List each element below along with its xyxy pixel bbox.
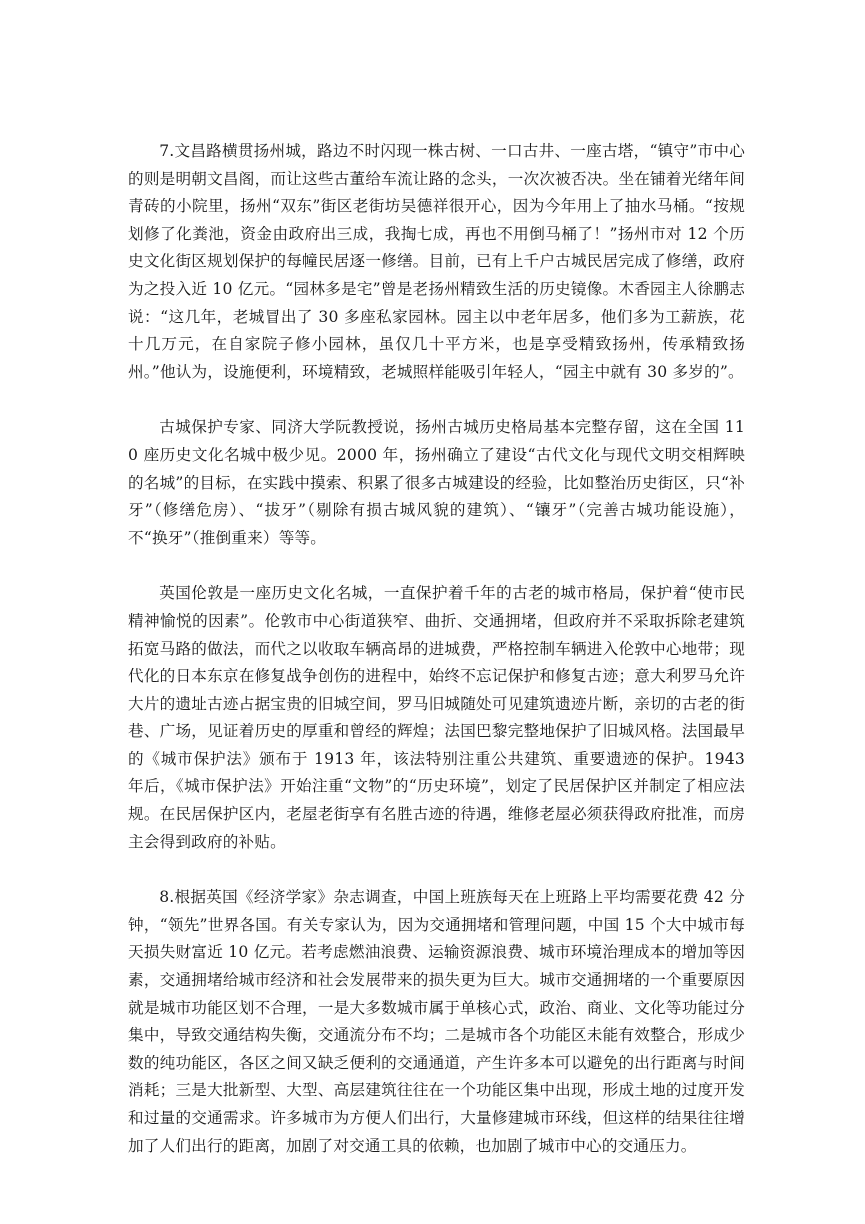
paragraph-foreign-cities: 英国伦敦是一座历史文化名城，一直保护着千年的古老的城市格局，保护着“使市民精神愉悦的因素”。伦敦市中心街道狭窄、曲折、交通拥堵，但政府并不采取拆除老建筑拓宽马路的做法，而代之以收取车辆高昂的进城费，严格控制车辆进入伦敦中心地带；现代化的日本东京在修复战争创伤的进程中，始终不忘记保护和修复古迹；意大利罗马允许大片的遗址古迹占据宝贵的旧城空间，罗马旧城随处可见建筑遗迹片断，亲切的古老的街巷、广场，见证着历史的厚重和曾经的辉煌；法国巴黎完整地保护了旧城风格。法国最早的《城市保护法》颁布于 1913 年，该法特别注重公共建筑、重要遗迹的保护。1943 年后，《城市保护法》开始注重“文物”的“历史环境”，划定了民居保护区并制定了相应法规。在民居保护区内，老屋老街享有名胜古迹的待遇，维修老屋必须获得政府批准，而房主会得到政府的补贴。 [128, 584, 745, 851]
paragraph-wenchang-road: 7.文昌路横贯扬州城，路边不时闪现一株古树、一口古井、一座古塔，“镇守”市中心的则是明朝文昌阁，而让这些古董给车流让路的念头，一次次被否决。坐在铺着光绪年间青砖的小院里，扬州“双东”街区老街坊吴德祥很开心，因为今年用上了抽水马桶。“按规划修了化粪池，资金由政府出三成，我掏七成，再也不用倒马桶了！”扬州市对 12 个历史文化街区规划保护的每幢民居逐一修缮。目前，已有上千户古城民居完成了修缮，政府为之投入近 10 亿元。“园林多是宅”曾是老扬州精致生活的历史镜像。木香园主人徐鹏志说：“这几年，老城冒出了 30 多座私家园林。园主以中老年居多，他们多为工薪族，花十几万元，在自家院子修小园林，虽仅几十平方米，也是享受精致扬州，传承精致扬州。”他认为，设施便利，环境精致，老城照样能吸引年轻人，“园主中就有 30 多岁的”。 [128, 142, 745, 381]
paragraph-traffic-congestion: 8.根据英国《经济学家》杂志调查，中国上班族每天在上班路上平均需要花费 42 分钟，“领先”世界各国。有关专家认为，因为交通拥堵和管理问题，中国 15 个大中城市每天损失财富近 10 亿元。若考虑燃油浪费、运输资源浪费、城市环境治理成本的增加等因素，交通拥堵给城市经济和社会发展带来的损失更为巨大。城市交通拥堵的一个重要原因就是城市功能区划不合理，一是大多数城市属于单核心式，政治、商业、文化等功能过分集中，导致交通结构失衡，交通流分布不均；二是城市各个功能区未能有效整合，形成少数的纯功能区，各区之间又缺乏便利的交通通道，产生许多本可以避免的出行距离与时间消耗；三是大批新型、大型、高层建筑往往在一个功能区集中出现，形成土地的过度开发和过量的交通需求。许多城市为方便人们出行，大量修建城市环线，但这样的结果往往增加了人们出行的距离，加剧了对交通工具的依赖，也加剧了城市中心的交通压力。 [128, 888, 745, 1155]
paragraph-expert-opinion: 古城保护专家、同济大学阮教授说，扬州古城历史格局基本完整存留，这在全国 110 座历史文化名城中极少见。2000 年，扬州确立了建设“古代文化与现代文明交相辉映的名城”的目标，在实践中摸索、积累了很多古城建设的经验，比如整治历史街区，只“补牙”（修缮危房）、“拔牙”（剔除有损古城风貌的建筑）、“镶牙”（完善古城功能设施），不“换牙”（推倒重来）等等。 [128, 418, 745, 547]
